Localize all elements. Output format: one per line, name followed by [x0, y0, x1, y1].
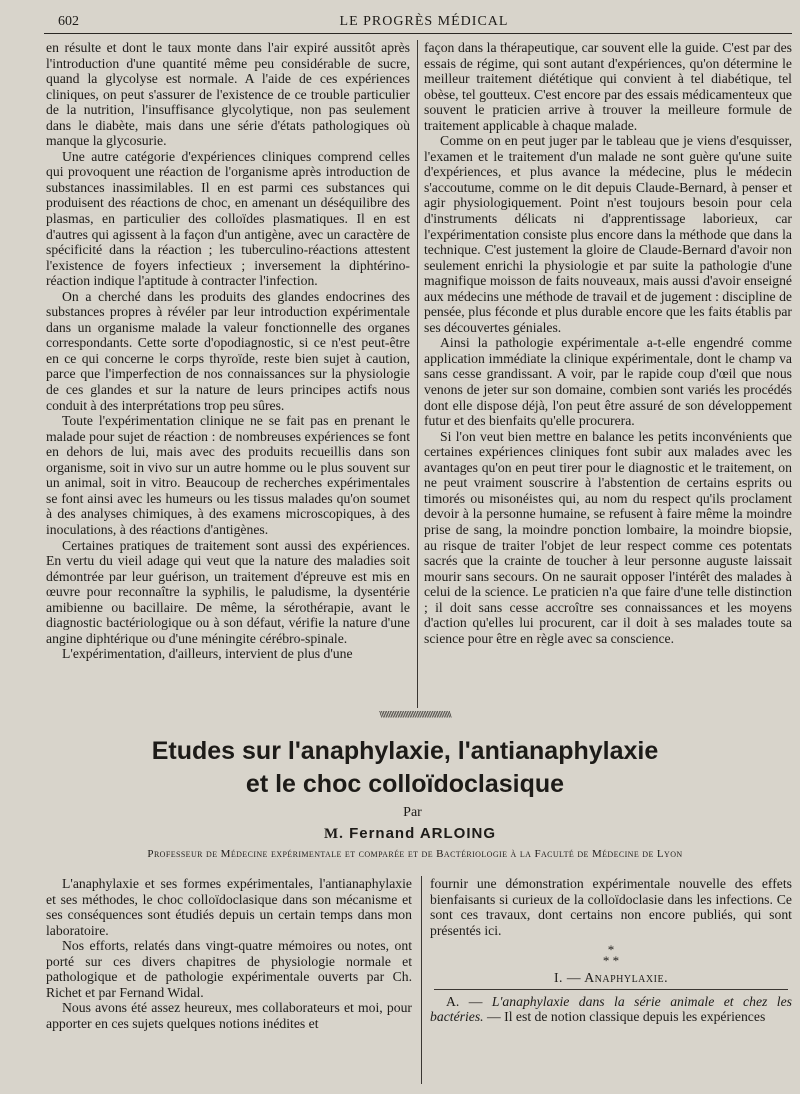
author-affiliation: Professeur de Médecine expérimentale et comparée et de Bactériologie à la Faculté de Médecine de Lyon	[147, 848, 683, 860]
paragraph: Certaines pratiques de traitement sont aussi des expériences. En vertu du vieil adage qui veut que la nature des maladies soit démontrée par leur guérison, un traitement d'épreuve est mis en œuvre pour reconnaître la syphilis, le paludisme, la dysentérie amibienne ou bacillaire. De même, la sérothérapie, avant le diagnostic bactériologique ou à son défaut, vérifie la nature d'une angine diphtérique ou d'une méningite cérébro-spinale.	[46, 537, 410, 646]
paragraph: Nous avons été assez heureux, mes collaborateurs et moi, pour apporter en ces sujets quelques notions inédites et	[46, 1000, 412, 1031]
author-full-name: Fernand ARLOING	[349, 825, 497, 842]
byline-par: Par	[403, 805, 422, 820]
subsection-title: L'anaphylaxie dans la série animale et chez les bactéries.	[430, 993, 793, 1025]
journal-title: LE PROGRÈS MÉDICAL	[339, 14, 509, 29]
paragraph: en résulte et dont le taux monte dans l'air expiré aussitôt après l'introduction d'une quantité même peu considérable de sucre, quand la glycolyse est normale. A l'aide de ces expériences cliniques, on peut s'assurer de l'existence de ce trouble particulier de la nutrition, l'insuffisance glycolytique, non pas seulement dans le diabète, mais dans une série d'états pathologiques où manque la glycosurie.	[46, 40, 410, 149]
bottom-right-column	[430, 876, 792, 1025]
paragraph: Si l'on veut bien mettre en balance les petits inconvénients que certaines expériences cliniques font subir aux malades avec les avantages qu'on en peut tirer pour le diagnostic et le traitement, on ne peut vraiment souscrire à l'abstention de certains esprits ou timorés ou misonéistes qui, au nom du respect qu'ils proclament devoir à la personne humaine, se refusent à faire même la moindre prise de sang, la moindre ponction lombaire, la moindre biopsie, au risque de traiter l'objet de leur respect comme ces potentats sacrés que la crainte de toucher à leur personne auguste laissait mourir sans secours. On ne saurait opposer l'intérêt des malades à celui de la science. Le praticien n'a que faire d'une telle distinction ; il doit sans cesse accroître ses connaissances et les moyens d'action qu'elles lui procurent, car il doit à ses malades toute sa science pour être en règle avec sa conscience.	[424, 428, 792, 646]
page-number: 602	[58, 14, 79, 29]
subsection-label: A. —	[446, 993, 483, 1009]
bottom-left-column	[46, 876, 412, 1031]
column-divider	[421, 876, 422, 1084]
section-heading: I. — Anaphylaxie.	[553, 970, 668, 986]
paragraph: L'expérimentation, d'ailleurs, intervient de plus d'une	[62, 646, 353, 662]
paragraph: Une autre catégorie d'expériences cliniques comprend celles qui provoquent une réaction de l'organisme après introduction de substances inassimilables. Il en est parmi ces substances qui produisent des réactions de choc, en amenant un déséquilibre des plasmas, en particulier des colloïdes plasmatiques. Il en est d'autres qui agissent à la façon d'un antigène, avec un caractère de spécificité dans la réaction ; les tuberculino-réactions attestent l'existence de foyers infectieux ; inversement la diphtérino-réaction indique l'aptitude à contracter l'infection.	[46, 148, 410, 289]
section-ornament: \\\\\\\\\\\\\\\\\\\\\\\\\\\\\\\\\\\\\\\\\\	[379, 711, 451, 719]
star-top: *	[607, 942, 615, 958]
author-prefix: M.	[323, 826, 344, 842]
paragraph: fournir une démonstration expérimentale nouvelle des effets bienfaisants si curieux de la colloïdoclasie dans les infections. Ce sont ces travaux, dont certains non encore publiés, qui sont présentés ici.	[430, 876, 792, 938]
section-stars	[430, 942, 792, 969]
star-bottom: * *	[602, 953, 620, 969]
paragraph: façon dans la thérapeutique, car souvent elle la guide. C'est par des essais de régime, qui sont autant d'expériences, qu'on détermine le meilleur traitement diététique qui convient à tel diabétique, tel obèse, tel goutteux. C'est encore par des essais médicamenteux que souvent le praticien arrive à trouver la meilleure formule de traitement applicable à chaque malade.	[424, 40, 792, 133]
paragraph: Toute l'expérimentation clinique ne se fait pas en prenant le malade pour sujet de réaction : de nombreuses expériences se font en dehors de lui, mais avec des produits recueillis dans son organisme, soit in vivo sur un autre homme ou le plus souvent sur un animal, soit in vitro. Beaucoup de recherches expérimentales se font ainsi avec les humeurs ou les tissus malades qu'on soumet à des analyses chimiques, à des examens microscopiques, à des inoculations, à des réactions d'antigènes.	[46, 413, 410, 537]
paragraph: On a cherché dans les produits des glandes endocrines des substances propres à révéler par leur introduction expérimentale dans un organisme malade la valeur fonctionnelle des organes correspondants. Cette sorte d'opodiagnostic, si ce n'est peut-être en ce qui concerne le corps thyroïde, reste bien sujet à caution, parce que l'imperfection de nos connaissances sur la physiologie de ces glandes et sur la nature de leurs principes actifs nous conduit à des interprétations trop peu sûres.	[46, 288, 410, 413]
article-title-line-1: Etudes sur l'anaphylaxie, l'antianaphylaxie	[151, 737, 659, 765]
article-title-line-2: et le choc colloïdoclasique	[245, 770, 565, 798]
author-name	[20, 825, 800, 843]
top-right-column	[424, 40, 792, 646]
paragraph: Ainsi la pathologie expérimentale a-t-elle engendré comme application immédiate la clinique expérimentale, dont le champ va sans cesse grandissant. A voir, par le rapide coup d'œil que nous venons de jeter sur son domaine, combien sont variés les procédés dont elle dispose déjà, l'on peut être assuré de son développement futur et des bienfaits qu'elle procurera.	[424, 335, 792, 429]
paragraph: Comme on en peut juger par le tableau que je viens d'esquisser, l'examen et le traitement d'un malade ne sont guère qu'une suite d'expériences, et plus avance la médecine, plus le médecin s'accoutume, comme on le dit depuis Claude-Bernard, à penser et agir physiologiquement. Point n'est toujours besoin pour cela d'instruments délicats ni d'apprentissage laborieux, car l'expérimentation consiste plus encore dans la méthode que dans la technique. C'est justement la gloire de Claude-Bernard d'avoir non seulement enrichi la physiologie et par suite la pathologie d'une magnifique moisson de faits nouveaux, mais aussi d'avoir enseigné aux médecins une méthode de travail et de jugement : discipline de pensée, plus féconde et plus durable encore que les faits établis par ses découvertes géniales.	[424, 133, 792, 335]
top-left-column	[46, 40, 410, 662]
paragraph: Nos efforts, relatés dans vingt-quatre mémoires ou notes, ont porté sur ces divers chapitres de physiologie normale et pathologique et de pathologie expérimentale ouverts par Ch. Richet et par Fernand Widal.	[46, 938, 412, 1000]
subsection-paragraph	[430, 994, 792, 1025]
paragraph: L'anaphylaxie et ses formes expérimentales, l'antianaphylaxie et ses méthodes, le choc colloïdoclasique dans son mécanisme et ses conséquences sont étudiés depuis un certain temps dans mon laboratoire.	[46, 876, 412, 938]
subsection-text: — Il est de notion classique depuis les expériences	[487, 1009, 766, 1025]
column-divider	[417, 40, 418, 708]
section-rule	[434, 989, 788, 990]
header-rule	[44, 33, 792, 34]
